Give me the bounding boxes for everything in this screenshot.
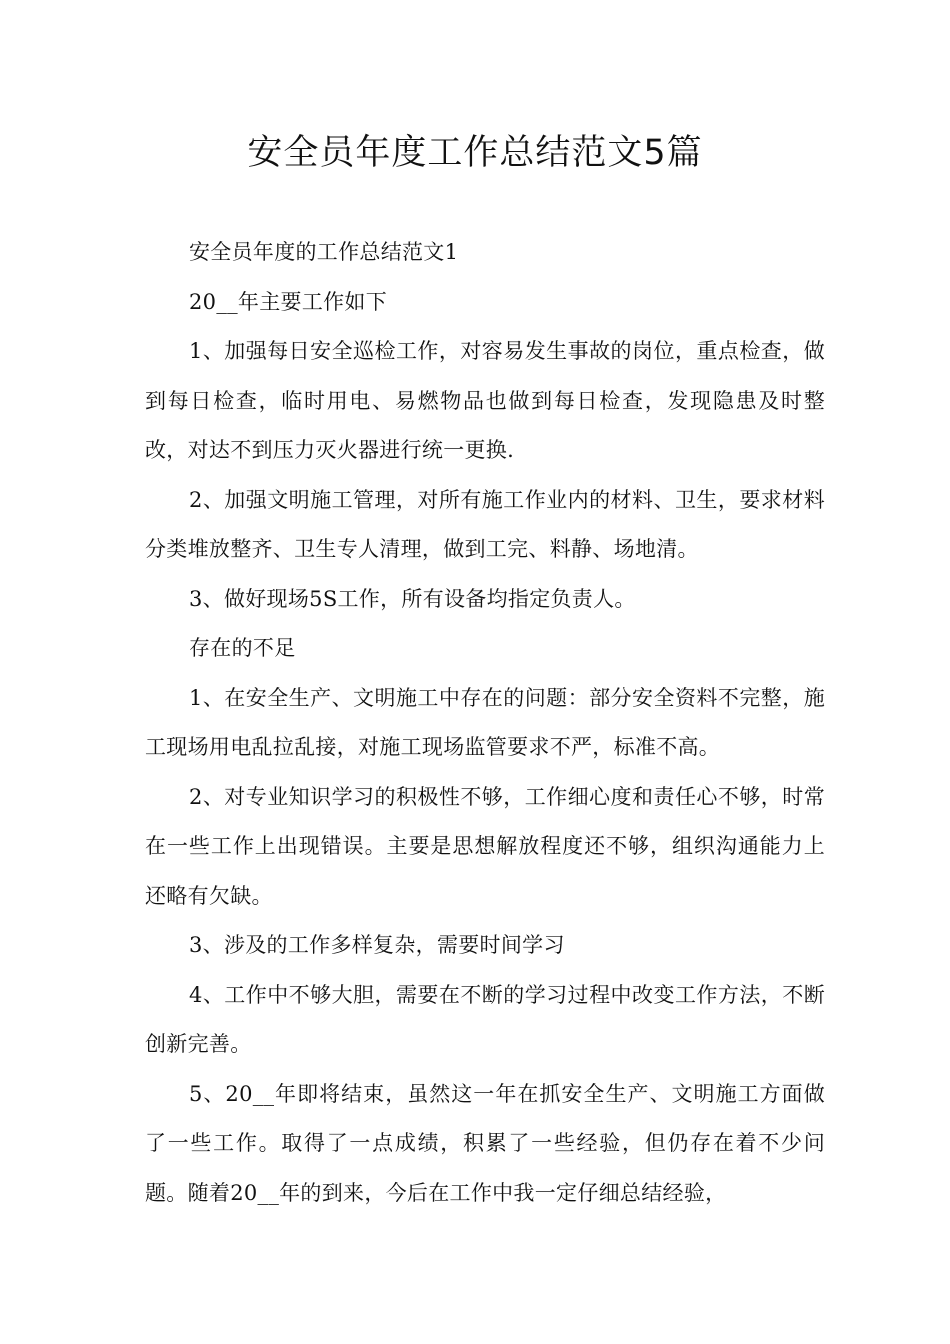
section-heading: 安全员年度的工作总结范文1 bbox=[189, 240, 459, 264]
paragraph: 1、加强每日安全巡检工作，对容易发生事故的岗位，重点检查，做到每日检查，临时用电、易燃物品也做到每日检查，发现隐患及时整改，对达不到压力灭火器进行统一更换. bbox=[145, 339, 825, 462]
paragraph: 20__年主要工作如下 bbox=[189, 289, 388, 314]
document-body bbox=[145, 228, 825, 1218]
paragraph: 2、对专业知识学习的积极性不够，工作细心度和责任心不够，时常在一些工作上出现错误。主要是思想解放程度还不够，组织沟通能力上还略有欠缺。 bbox=[145, 784, 825, 908]
paragraph: 3、涉及的工作多样复杂，需要时间学习 bbox=[189, 933, 565, 957]
paragraph: 1、在安全生产、文明施工中存在的问题：部分安全资料不完整，施工现场用电乱拉乱接，对施工现场监管要求不严，标准不高。 bbox=[145, 685, 825, 759]
paragraph: 4、工作中不够大胆，需要在不断的学习过程中改变工作方法，不断创新完善。 bbox=[145, 982, 825, 1056]
paragraph: 5、20__年即将结束，虽然这一年在抓安全生产、文明施工方面做了一些工作。取得了一点成绩，积累了一些经验，但仍存在着不少问题。随着20__年的到来，今后在工作中我一定仔细总结经验， bbox=[145, 1081, 825, 1205]
paragraph: 3、做好现场5S工作，所有设备均指定负责人。 bbox=[189, 586, 636, 611]
section-heading: 存在的不足 bbox=[189, 636, 296, 660]
paragraph: 2、加强文明施工管理，对所有施工作业内的材料、卫生，要求材料分类堆放整齐、卫生专人清理，做到工完、料静、场地清。 bbox=[145, 487, 825, 561]
document-title: 安全员年度工作总结范文5篇 bbox=[247, 133, 703, 173]
